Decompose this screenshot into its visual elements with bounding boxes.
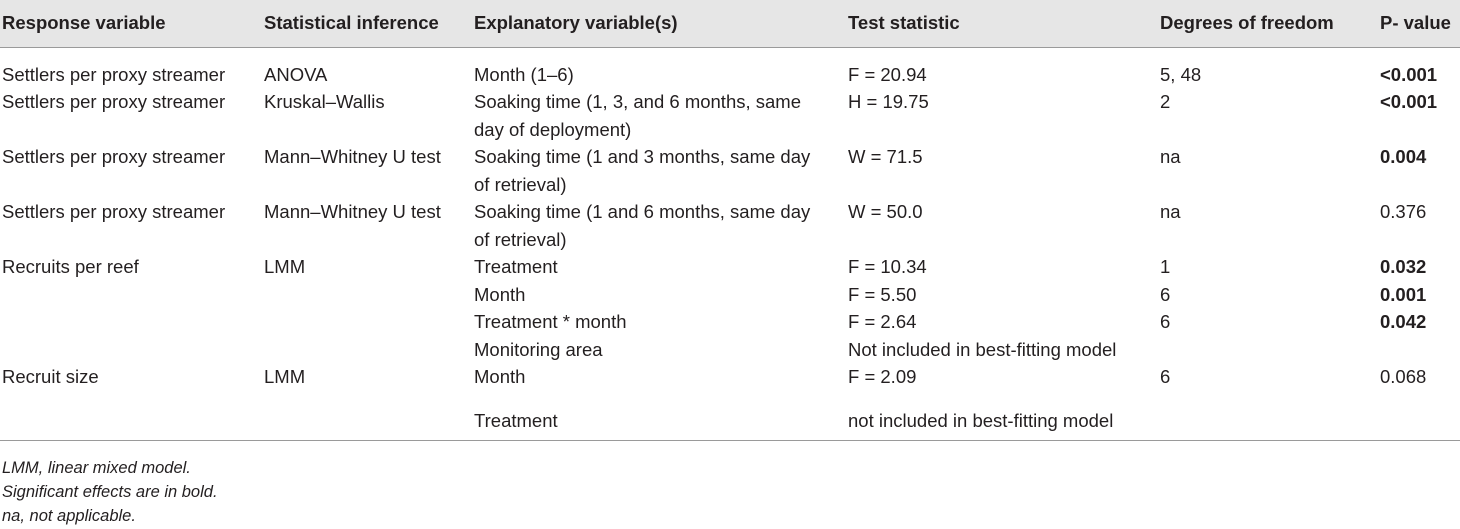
cell-explanatory: Month [474,366,526,387]
cell-df [1160,391,1380,441]
table-footnotes [2,456,218,528]
cell-explanatory [474,198,848,253]
cell-p-value: <0.001 [1380,63,1438,85]
cell-inference: Mann–Whitney U test [264,146,441,167]
footnote-na: na, not applicable. [2,507,136,525]
cell-statistic: H = 19.75 [848,91,929,112]
header-degrees-of-freedom: Degrees of freedom [1160,0,1380,47]
cell-inference [264,336,474,364]
cell-response: Recruits per reef [2,256,139,277]
cell-p-value: 0.376 [1380,201,1427,222]
cell-response: Settlers per proxy streamer [2,91,226,112]
cell-df: 6 [1160,366,1171,387]
header-p-value: P- value [1380,0,1460,47]
header-row [0,0,1460,47]
cell-explanatory-line: Soaking time (1 and 6 months, same day [474,201,811,222]
cell-df: na [1160,146,1181,167]
cell-p-value: 0.042 [1380,311,1427,332]
cell-explanatory: Treatment [474,409,558,431]
cell-inference [264,391,474,441]
table-row [0,47,1460,88]
cell-inference: Mann–Whitney U test [264,201,441,222]
cell-statistic: F = 5.50 [848,283,917,305]
cell-explanatory: Month [474,283,526,305]
footnote-lmm: LMM, linear mixed model. [2,459,191,477]
cell-explanatory [474,88,848,143]
cell-df: 1 [1160,256,1171,277]
cell-statistic: Not included in best-fitting model [848,338,1117,360]
cell-p-value [1380,391,1460,441]
cell-explanatory-line: of retrieval) [474,228,567,250]
header-explanatory-variables: Explanatory variable(s) [474,0,848,47]
cell-p-value: <0.001 [1380,91,1438,112]
cell-explanatory: Treatment [474,256,558,277]
cell-p-value: 0.032 [1380,256,1427,277]
cell-statistic: W = 71.5 [848,146,923,167]
cell-statistic: not included in best-fitting model [848,409,1114,431]
cell-response: Settlers per proxy streamer [2,201,226,222]
cell-explanatory: Monitoring area [474,338,603,360]
cell-response [0,391,264,441]
table-row [0,88,1460,143]
cell-statistic: F = 20.94 [848,63,927,85]
table-row [0,308,1460,336]
cell-explanatory-line: Soaking time (1 and 3 months, same day [474,146,811,167]
cell-explanatory: Month (1–6) [474,63,574,85]
cell-df: 6 [1160,311,1171,332]
cell-df: na [1160,201,1181,222]
cell-p-value: 0.068 [1380,366,1427,387]
cell-response: Settlers per proxy streamer [2,146,226,167]
cell-explanatory-line: day of deployment) [474,118,632,140]
table-row [0,253,1460,281]
cell-inference: ANOVA [264,63,328,85]
cell-explanatory-line: of retrieval) [474,173,567,195]
cell-inference: Kruskal–Wallis [264,91,385,112]
cell-p-value: 0.004 [1380,146,1427,167]
cell-response [0,281,264,309]
table-row [0,198,1460,253]
cell-statistic: F = 2.09 [848,366,917,387]
cell-df [1160,336,1380,364]
cell-explanatory [474,143,848,198]
cell-explanatory: Treatment * month [474,311,627,332]
table-row [0,143,1460,198]
table-row [0,391,1460,441]
cell-statistic: F = 2.64 [848,311,917,332]
header-response-variable: Response variable [0,0,264,47]
header-statistical-inference: Statistical inference [264,0,474,47]
cell-df: 6 [1160,283,1171,305]
cell-response: Settlers per proxy streamer [2,63,226,85]
cell-explanatory-line: Soaking time (1, 3, and 6 months, same [474,91,802,112]
cell-p-value [1380,336,1460,364]
cell-inference: LMM [264,366,306,387]
cell-response [0,308,264,336]
cell-statistic: W = 50.0 [848,201,923,222]
cell-response [0,336,264,364]
footnote-significance: Significant effects are in bold. [2,483,218,501]
cell-response: Recruit size [2,366,99,387]
cell-inference [264,281,474,309]
table-row [0,281,1460,309]
header-test-statistic: Test statistic [848,0,1160,47]
cell-df: 5, 48 [1160,63,1202,85]
table-row [0,363,1460,391]
cell-inference [264,308,474,336]
table-row [0,336,1460,364]
cell-inference: LMM [264,256,306,277]
cell-p-value: 0.001 [1380,283,1427,305]
cell-df: 2 [1160,91,1171,112]
cell-statistic: F = 10.34 [848,256,927,277]
